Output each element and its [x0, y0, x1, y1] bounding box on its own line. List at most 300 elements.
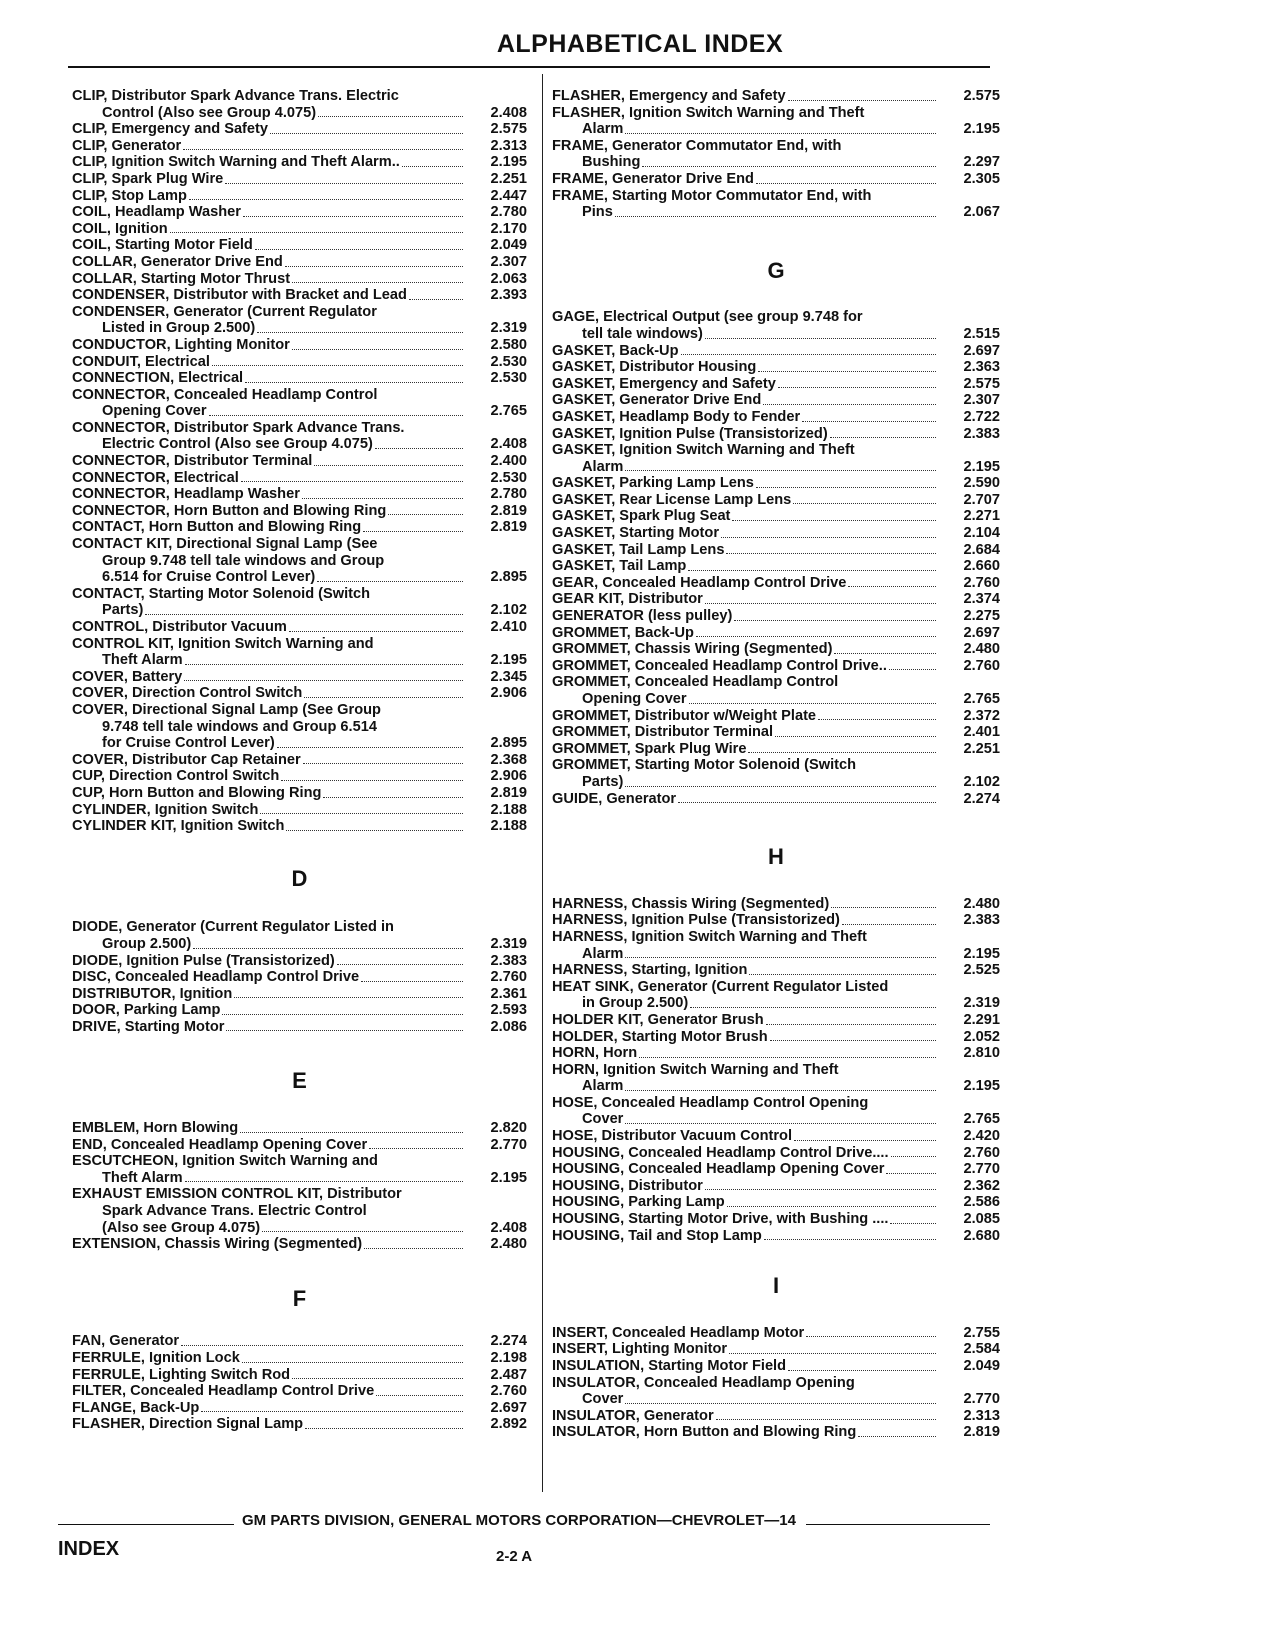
- dot-leader: [705, 602, 936, 604]
- section-letter-g: G: [767, 257, 785, 283]
- dot-leader: [842, 923, 936, 925]
- index-entry: [552, 1012, 1000, 1029]
- entry-text: HOUSING, Distributor: [552, 1177, 703, 1194]
- entry-text: Control (Also see Group 4.075): [102, 104, 317, 121]
- group-number: 2.319: [490, 320, 527, 337]
- group-number: 2.765: [490, 403, 527, 420]
- index-entry: [552, 542, 1000, 559]
- entry-text: COIL, Starting Motor Field: [72, 237, 253, 254]
- entry-text: 9.748 tell tale windows and Group 6.514: [102, 718, 377, 735]
- dot-leader: [625, 132, 936, 134]
- right-column: [552, 88, 1000, 1441]
- group-number: 2.086: [490, 1018, 527, 1035]
- dot-leader: [305, 1427, 463, 1429]
- index-entry: [552, 392, 1000, 409]
- entry-text: FRAME, Generator Drive End: [552, 170, 754, 187]
- index-entry: [72, 768, 527, 785]
- group-number: 2.580: [490, 336, 527, 353]
- dot-leader: [716, 1418, 936, 1420]
- group-number: 2.590: [963, 475, 1000, 492]
- index-entry: [552, 442, 1000, 475]
- index-entry: [72, 354, 527, 371]
- dot-leader: [734, 619, 936, 621]
- entry-text: GROMMET, Distributor w/Weight Plate: [552, 707, 817, 724]
- group-number: 2.722: [963, 408, 1000, 425]
- index-entry: [552, 1029, 1000, 1046]
- dot-leader: [705, 1188, 936, 1190]
- index-entry: [72, 1002, 527, 1019]
- dot-leader: [240, 1131, 463, 1133]
- index-entry: [552, 1228, 1000, 1245]
- index-entry: [552, 1161, 1000, 1178]
- index-entry: [72, 1153, 527, 1186]
- dot-leader: [625, 956, 936, 958]
- entry-text: 6.514 for Cruise Control Lever): [102, 569, 316, 586]
- group-number: 2.480: [490, 1236, 527, 1253]
- dot-leader: [193, 947, 463, 949]
- group-number: 2.895: [490, 569, 527, 586]
- dot-leader: [292, 348, 463, 350]
- dot-leader: [226, 1029, 463, 1031]
- index-entry: [72, 586, 527, 619]
- section-letter-e: E: [292, 1068, 307, 1094]
- group-number: 2.049: [963, 1358, 1000, 1374]
- group-number: 2.760: [963, 1144, 1000, 1161]
- group-number: 2.515: [963, 325, 1000, 342]
- index-entry: [552, 641, 1000, 658]
- index-entry: [72, 685, 527, 702]
- entry-text: CYLINDER KIT, Ignition Switch: [72, 818, 285, 835]
- entry-text: COVER, Distributor Cap Retainer: [72, 751, 301, 768]
- dot-leader: [170, 231, 463, 233]
- entry-text: CONDUIT, Electrical: [72, 353, 210, 370]
- dot-leader: [225, 182, 463, 184]
- dot-leader: [388, 513, 463, 515]
- group-number: 2.400: [490, 453, 527, 470]
- index-entry: [552, 1095, 1000, 1128]
- dot-leader: [727, 1205, 936, 1207]
- group-number: 2.892: [490, 1416, 527, 1433]
- index-entry: [72, 619, 527, 636]
- entry-text: CONDENSER, Distributor with Bracket and Lead: [72, 287, 407, 304]
- footer-rule-right: [806, 1524, 990, 1525]
- entry-text: DISC, Concealed Headlamp Control Drive: [72, 969, 360, 986]
- index-entry: [552, 757, 1000, 790]
- entry-text: GROMMET, Spark Plug Wire: [552, 740, 747, 757]
- group-number: 2.819: [490, 519, 527, 536]
- entry-text: CONNECTOR, Concealed Headlamp Control: [72, 386, 378, 403]
- dot-leader: [376, 1394, 463, 1396]
- entry-text: HOUSING, Concealed Headlamp Control Drive....: [552, 1144, 889, 1161]
- index-entry: [552, 492, 1000, 509]
- group-number: 2.195: [963, 121, 1000, 138]
- entry-text: FLASHER, Direction Signal Lamp: [72, 1416, 304, 1433]
- index-entry: [552, 979, 1000, 1012]
- group-number: 2.819: [490, 784, 527, 801]
- group-number: 2.765: [963, 691, 1000, 707]
- group-number: 2.770: [963, 1161, 1000, 1178]
- group-number: 2.408: [490, 1219, 527, 1236]
- entry-text: COLLAR, Starting Motor Thrust: [72, 270, 291, 287]
- group-number: 2.680: [963, 1227, 1000, 1244]
- dot-leader: [262, 1230, 463, 1232]
- entry-text: DISTRIBUTOR, Ignition: [72, 985, 233, 1002]
- dot-leader: [749, 973, 936, 975]
- group-number: 2.102: [490, 602, 527, 619]
- index-entry: [72, 669, 527, 686]
- entry-text: GROMMET, Concealed Headlamp Control: [552, 674, 839, 691]
- entry-text: COVER, Battery: [72, 668, 183, 685]
- entry-text: COLLAR, Generator Drive End: [72, 253, 283, 270]
- group-number: 2.697: [490, 1399, 527, 1416]
- dot-leader: [764, 1238, 936, 1240]
- dot-leader: [292, 281, 463, 283]
- dot-leader: [778, 386, 936, 388]
- index-entry: [72, 1383, 527, 1400]
- dot-leader: [756, 182, 936, 184]
- dot-leader: [375, 447, 463, 449]
- dot-leader: [209, 414, 463, 416]
- entry-text: CONTACT, Horn Button and Blowing Ring: [72, 519, 362, 536]
- section-letter-i: I: [772, 1273, 780, 1299]
- dot-leader: [625, 1122, 936, 1124]
- group-number: 2.660: [963, 558, 1000, 575]
- index-entry: [552, 558, 1000, 575]
- entry-text: CONTROL KIT, Ignition Switch Warning and: [72, 635, 374, 652]
- entry-text: GEAR, Concealed Headlamp Control Drive: [552, 574, 847, 591]
- group-number: 2.697: [963, 624, 1000, 641]
- entry-text: CONNECTOR, Distributor Terminal: [72, 453, 313, 470]
- group-number: 2.188: [490, 801, 527, 818]
- dot-leader: [858, 1435, 936, 1437]
- dot-leader: [363, 530, 463, 532]
- index-entry: [552, 741, 1000, 758]
- entry-text: HOSE, Distributor Vacuum Control: [552, 1128, 793, 1145]
- entry-text: HARNESS, Ignition Switch Warning and Theft: [552, 928, 867, 945]
- group-number: 2.067: [963, 204, 1000, 221]
- group-number: 2.274: [963, 790, 1000, 807]
- dot-leader: [689, 702, 936, 704]
- index-entry: [72, 1333, 527, 1350]
- entry-text: GASKET, Ignition Switch Warning and Theft: [552, 442, 855, 459]
- index-entry: [72, 1019, 527, 1036]
- footer-text: GM PARTS DIVISION, GENERAL MOTORS CORPORATION—CHEVROLET—14: [242, 1512, 796, 1529]
- group-number: 2.049: [490, 237, 527, 254]
- entry-text: GASKET, Parking Lamp Lens: [552, 475, 754, 492]
- entry-text: HORN, Horn: [552, 1045, 638, 1062]
- group-number: 2.063: [490, 270, 527, 287]
- index-entry: [552, 188, 1000, 221]
- dot-leader: [245, 381, 463, 383]
- section-letter-f: F: [292, 1285, 307, 1311]
- dot-leader: [775, 735, 936, 737]
- dot-leader: [793, 502, 936, 504]
- entry-text: Alarm: [582, 121, 624, 138]
- group-number: 2.372: [963, 707, 1000, 724]
- index-entry: [72, 237, 527, 254]
- group-number: 2.085: [963, 1211, 1000, 1228]
- dot-leader: [802, 420, 936, 422]
- group-number: 2.368: [490, 751, 527, 768]
- index-entry: [72, 1400, 527, 1417]
- group-number: 2.319: [490, 935, 527, 952]
- entry-text: EXHAUST EMISSION CONTROL KIT, Distributor: [72, 1186, 402, 1203]
- group-number: 2.104: [963, 525, 1000, 542]
- index-entry: [72, 1236, 527, 1253]
- dot-leader: [678, 801, 936, 803]
- entry-text: INSERT, Concealed Headlamp Motor: [552, 1324, 805, 1341]
- page-title: ALPHABETICAL INDEX: [496, 30, 784, 58]
- index-entry: [72, 802, 527, 819]
- dot-leader: [625, 785, 936, 787]
- index-entry: [72, 1186, 527, 1236]
- dot-leader: [848, 585, 936, 587]
- entry-text: GROMMET, Starting Motor Solenoid (Switch: [552, 757, 857, 774]
- dot-leader: [212, 364, 463, 366]
- entry-text: CONNECTOR, Horn Button and Blowing Ring: [72, 502, 387, 519]
- group-number: 2.410: [490, 619, 527, 635]
- group-number: 2.480: [963, 895, 1000, 912]
- entry-text: DOOR, Parking Lamp: [72, 1002, 221, 1019]
- section-letter-d: D: [291, 865, 308, 891]
- index-entry: [72, 486, 527, 503]
- entry-text: HORN, Ignition Switch Warning and Theft: [552, 1061, 839, 1078]
- dot-leader: [831, 906, 936, 908]
- index-entry: [72, 702, 527, 752]
- entry-text: Listed in Group 2.500): [102, 320, 256, 337]
- footer-rule-left: [58, 1524, 234, 1525]
- entry-text: CLIP, Spark Plug Wire: [72, 170, 224, 187]
- entry-text: INSULATOR, Generator: [552, 1407, 714, 1424]
- group-number: 2.383: [490, 952, 527, 969]
- index-entry: [552, 1194, 1000, 1211]
- dot-leader: [886, 1172, 936, 1174]
- entry-text: HEAT SINK, Generator (Current Regulator Listed: [552, 978, 889, 995]
- entry-text: HARNESS, Ignition Pulse (Transistorized): [552, 912, 840, 929]
- group-number: 2.361: [490, 985, 527, 1002]
- entry-text: INSULATION, Starting Motor Field: [552, 1358, 787, 1374]
- dot-leader: [770, 1039, 936, 1041]
- entry-text: DIODE, Generator (Current Regulator Listed in: [72, 919, 394, 936]
- group-number: 2.770: [963, 1391, 1000, 1408]
- dot-leader: [337, 963, 463, 965]
- index-entry: [552, 791, 1000, 808]
- entry-text: Spark Advance Trans. Electric Control: [102, 1203, 367, 1220]
- entry-text: Alarm: [582, 945, 624, 962]
- dot-leader: [318, 115, 463, 117]
- index-entry: [72, 536, 527, 586]
- dot-leader: [364, 1247, 463, 1249]
- entry-text: DIODE, Ignition Pulse (Transistorized): [72, 952, 335, 969]
- title-rule: [68, 66, 990, 68]
- entry-text: Parts): [102, 602, 144, 619]
- index-entry: [72, 254, 527, 271]
- entry-text: CONTROL, Distributor Vacuum: [72, 619, 287, 635]
- entry-text: CLIP, Stop Lamp: [72, 187, 187, 204]
- entry-text: FRAME, Generator Commutator End, with: [552, 137, 842, 154]
- entry-text: for Cruise Control Lever): [102, 735, 275, 752]
- group-number: 2.487: [490, 1366, 527, 1383]
- group-number: 2.251: [963, 740, 1000, 757]
- footer-index-label: INDEX: [58, 1538, 120, 1560]
- index-entry: [552, 912, 1000, 929]
- entry-text: END, Concealed Headlamp Opening Cover: [72, 1136, 368, 1153]
- index-entry: [552, 962, 1000, 979]
- group-number: 2.195: [490, 652, 527, 669]
- entry-text: CONNECTION, Electrical: [72, 370, 244, 387]
- entry-text: GASKET, Rear License Lamp Lens: [552, 491, 792, 508]
- group-number: 2.707: [963, 491, 1000, 508]
- index-entry: [552, 1128, 1000, 1145]
- group-number: 2.307: [963, 392, 1000, 409]
- entry-text: HOUSING, Concealed Headlamp Opening Cover: [552, 1161, 885, 1178]
- dot-leader: [314, 464, 463, 466]
- dot-leader: [242, 1361, 463, 1363]
- group-number: 2.195: [963, 1078, 1000, 1095]
- entry-text: GASKET, Back-Up: [552, 342, 679, 359]
- entry-text: HOLDER KIT, Generator Brush: [552, 1011, 764, 1028]
- entry-text: GUIDE, Generator: [552, 790, 677, 807]
- group-number: 2.313: [490, 137, 527, 154]
- group-number: 2.755: [963, 1324, 1000, 1341]
- dot-leader: [729, 1352, 936, 1354]
- dot-leader: [615, 215, 936, 217]
- index-entry: [72, 221, 527, 238]
- entry-text: Alarm: [582, 1078, 624, 1095]
- index-entry: [552, 475, 1000, 492]
- index-entry: [552, 343, 1000, 360]
- entry-text: CONTACT, Starting Motor Solenoid (Switch: [72, 585, 371, 602]
- entry-text: CYLINDER, Ignition Switch: [72, 801, 259, 818]
- dot-leader: [369, 1147, 463, 1149]
- group-number: 2.363: [963, 359, 1000, 376]
- entry-text: FERRULE, Lighting Switch Rod: [72, 1366, 291, 1383]
- group-number: 2.188: [490, 818, 527, 835]
- index-entry: [72, 453, 527, 470]
- dot-leader: [257, 331, 463, 333]
- entry-text: FLASHER, Ignition Switch Warning and Theft: [552, 104, 865, 121]
- group-number: 2.586: [963, 1194, 1000, 1211]
- index-entry: [552, 138, 1000, 171]
- entry-text: GASKET, Tail Lamp: [552, 558, 687, 575]
- index-entry: [72, 785, 527, 802]
- entry-text: CLIP, Generator: [72, 137, 182, 154]
- entry-text: Group 2.500): [102, 935, 192, 952]
- index-entry: [552, 625, 1000, 642]
- index-entry: [552, 896, 1000, 913]
- group-number: 2.195: [963, 945, 1000, 962]
- entry-text: Alarm: [582, 458, 624, 475]
- dot-leader: [889, 668, 936, 670]
- entry-text: GASKET, Starting Motor: [552, 525, 720, 542]
- entry-text: GASKET, Ignition Pulse (Transistorized): [552, 425, 828, 442]
- dot-leader: [794, 1139, 936, 1141]
- index-entry: [72, 1350, 527, 1367]
- group-number: 2.810: [963, 1045, 1000, 1062]
- index-entry: [72, 387, 527, 420]
- index-entry: [552, 1325, 1000, 1342]
- dot-leader: [189, 198, 463, 200]
- group-number: 2.195: [490, 1169, 527, 1186]
- index-entry: [552, 309, 1000, 342]
- dot-leader: [277, 746, 463, 748]
- dot-leader: [758, 370, 936, 372]
- index-entry: [72, 818, 527, 835]
- dot-leader: [304, 696, 463, 698]
- group-number: 2.530: [490, 370, 527, 387]
- dot-leader: [748, 751, 936, 753]
- group-number: 2.584: [963, 1341, 1000, 1358]
- group-number: 2.374: [963, 591, 1000, 608]
- entry-text: Bushing: [582, 154, 641, 171]
- group-number: 2.198: [490, 1350, 527, 1366]
- index-entry: [72, 188, 527, 205]
- dot-leader: [270, 132, 463, 134]
- entry-text: GASKET, Generator Drive End: [552, 392, 762, 409]
- entry-text: GASKET, Spark Plug Seat: [552, 508, 731, 525]
- dot-leader: [705, 337, 936, 339]
- index-entry: [72, 986, 527, 1003]
- index-entry: [552, 575, 1000, 592]
- group-number: 2.780: [490, 204, 527, 221]
- group-number: 2.195: [490, 154, 527, 171]
- index-entry: [552, 88, 1000, 105]
- dot-leader: [806, 1335, 936, 1337]
- entry-text: HARNESS, Chassis Wiring (Segmented): [552, 895, 830, 912]
- dot-leader: [721, 536, 936, 538]
- index-entry: [72, 304, 527, 337]
- entry-text: Opening Cover: [102, 403, 207, 420]
- dot-leader: [183, 148, 463, 150]
- index-entry: [72, 171, 527, 188]
- index-entry: [552, 508, 1000, 525]
- index-entry: [552, 608, 1000, 625]
- entry-text: FAN, Generator: [72, 1333, 180, 1350]
- entry-text: COVER, Direction Control Switch: [72, 685, 303, 702]
- group-number: 2.575: [963, 88, 1000, 104]
- dot-leader: [260, 812, 463, 814]
- index-entry: [552, 929, 1000, 962]
- group-number: 2.760: [963, 574, 1000, 591]
- group-number: 2.530: [490, 469, 527, 486]
- index-entry: [72, 138, 527, 155]
- entry-text: FILTER, Concealed Headlamp Control Drive: [72, 1383, 375, 1400]
- dot-leader: [642, 165, 936, 167]
- entry-text: INSERT, Lighting Monitor: [552, 1341, 728, 1358]
- index-entry: [552, 426, 1000, 443]
- left-column: [72, 88, 527, 1433]
- dot-leader: [145, 613, 463, 615]
- dot-leader: [409, 298, 463, 300]
- group-number: 2.274: [490, 1333, 527, 1350]
- entry-text: Pins: [582, 204, 613, 221]
- dot-leader: [788, 99, 936, 101]
- index-entry: [72, 470, 527, 487]
- dot-leader: [243, 215, 463, 217]
- index-entry: [552, 1211, 1000, 1228]
- group-number: 2.575: [963, 375, 1000, 392]
- dot-leader: [696, 635, 936, 637]
- entry-text: FLASHER, Emergency and Safety: [552, 88, 786, 104]
- group-number: 2.313: [963, 1407, 1000, 1424]
- entry-text: EXTENSION, Chassis Wiring (Segmented): [72, 1236, 363, 1253]
- group-number: 2.760: [490, 1383, 527, 1400]
- entry-text: CLIP, Emergency and Safety: [72, 121, 269, 138]
- index-entry: [72, 88, 527, 121]
- entry-text: GROMMET, Distributor Terminal: [552, 724, 774, 741]
- entry-text: FLANGE, Back-Up: [72, 1399, 200, 1416]
- dot-leader: [681, 353, 936, 355]
